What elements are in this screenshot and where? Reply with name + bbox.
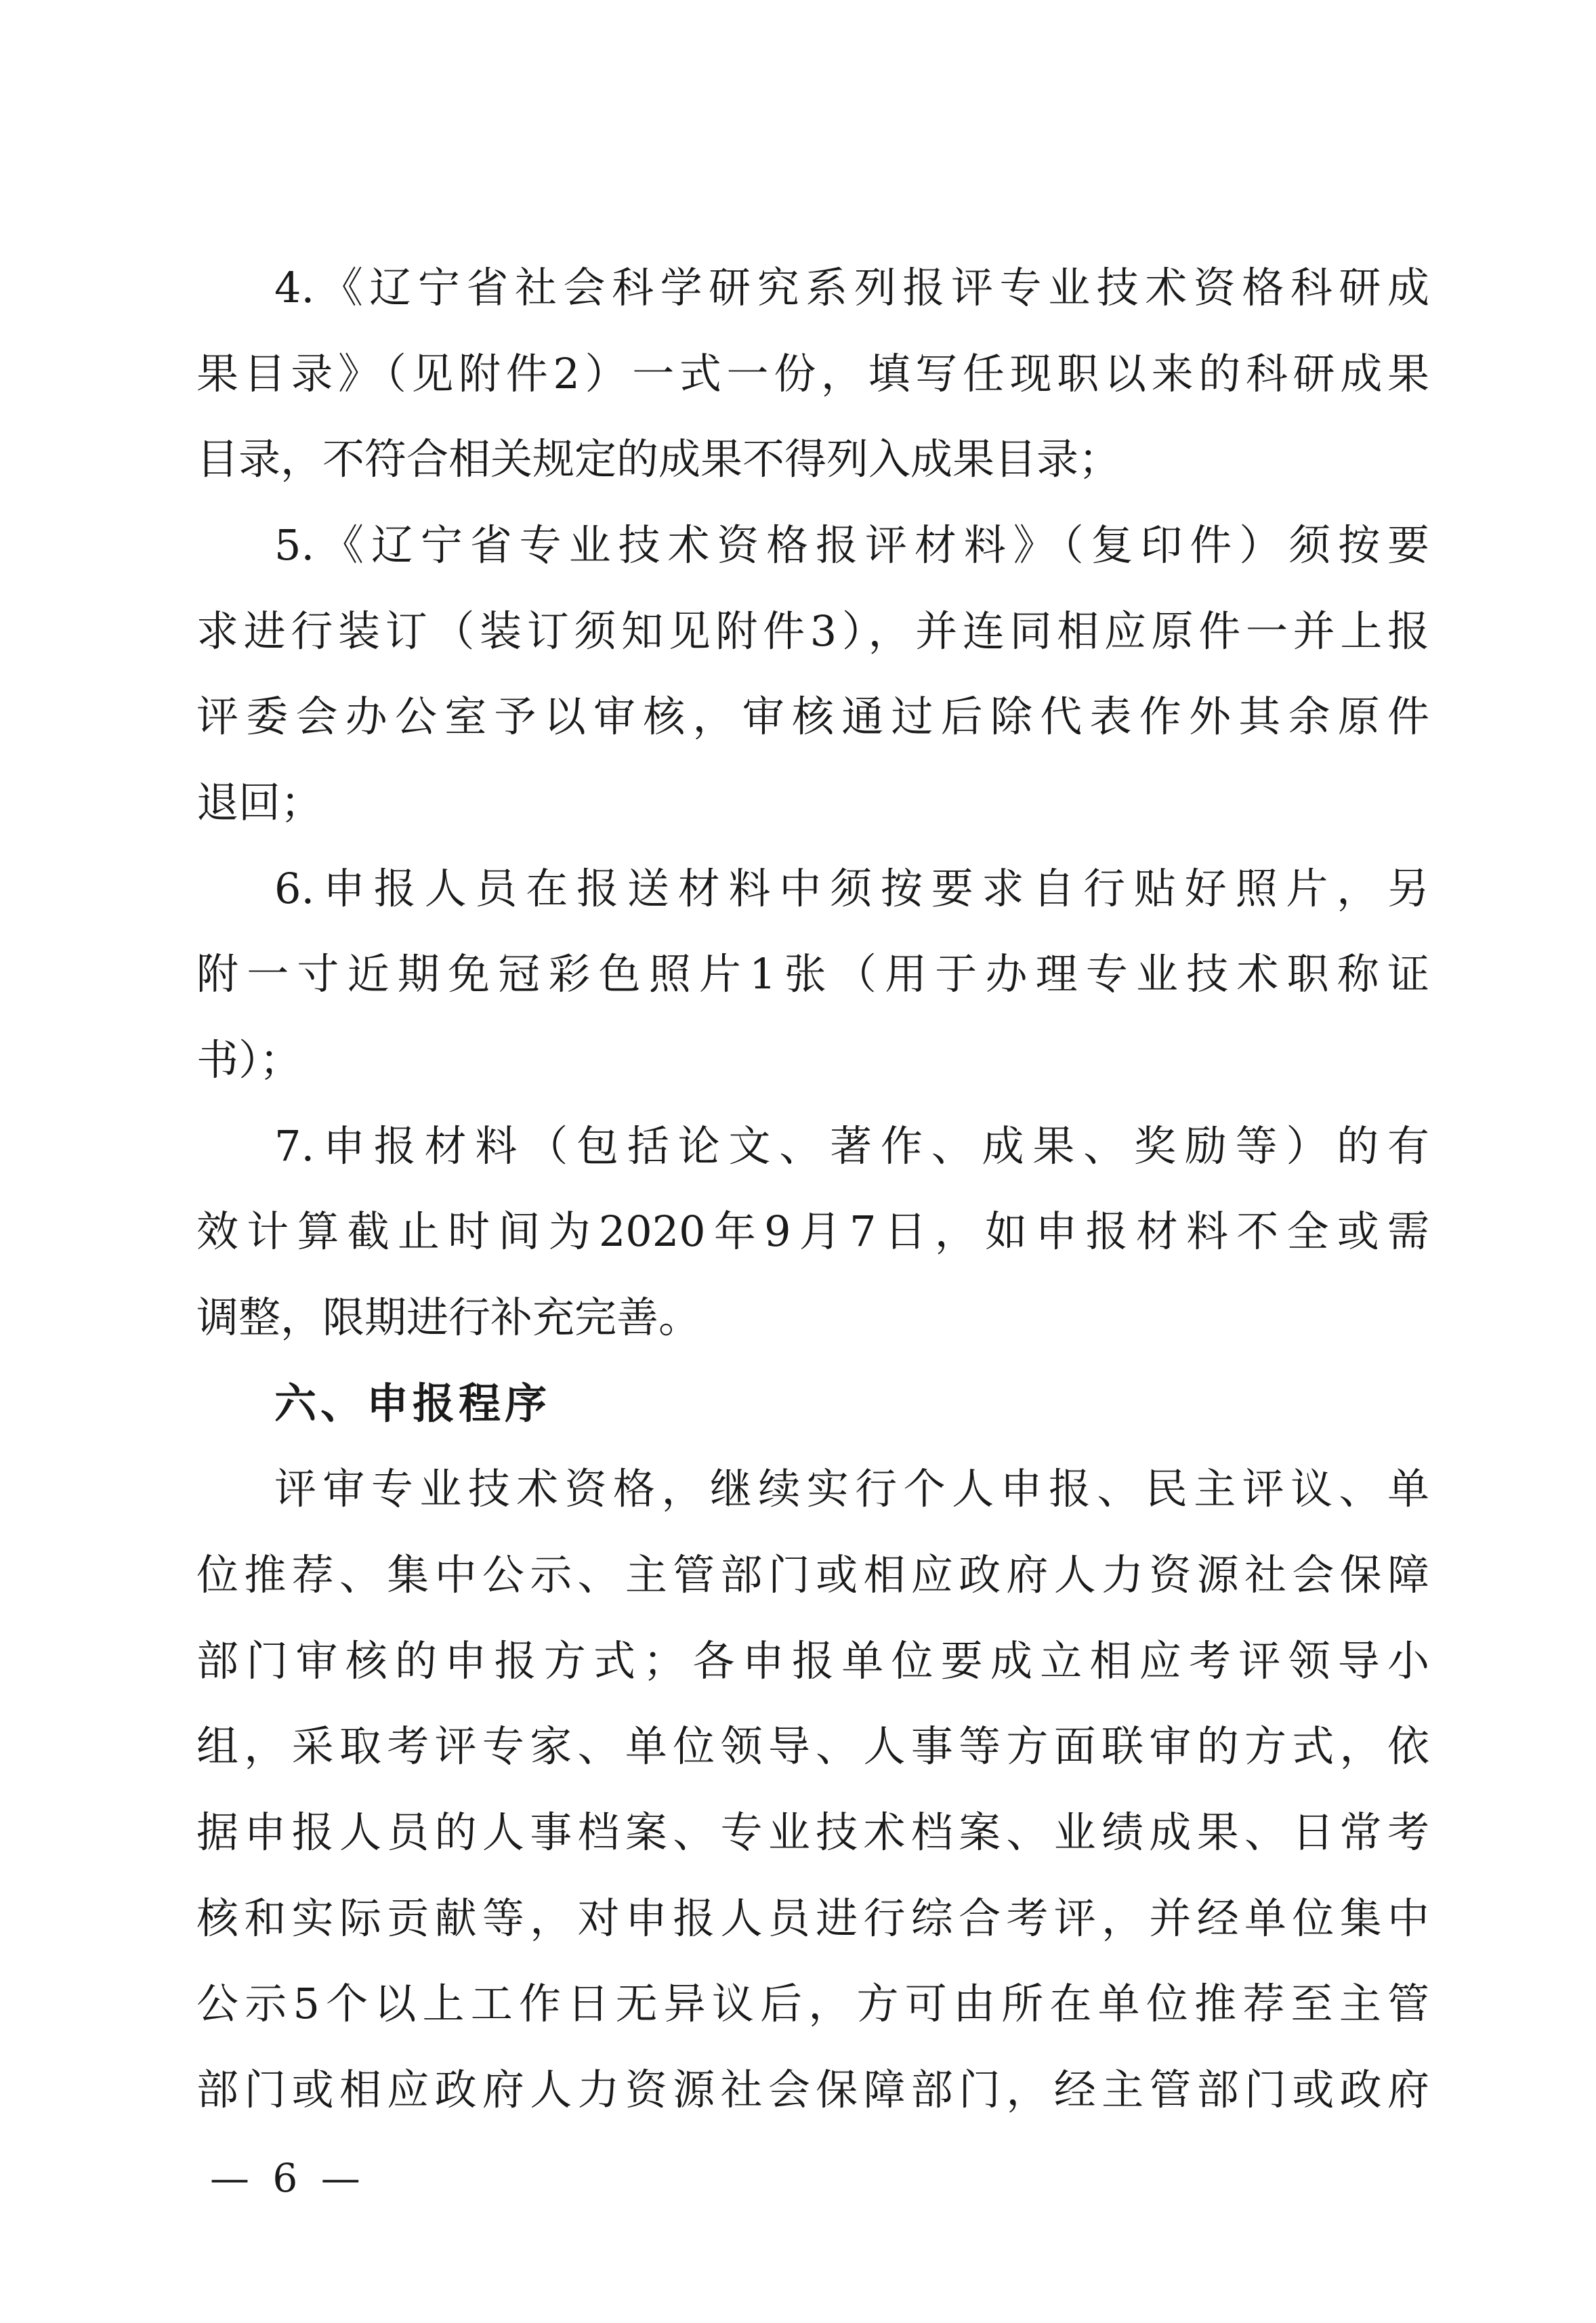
paragraph-5-line-3: 评委会办公室予以审核，审核通过后除代表作外其余原件: [196, 692, 1429, 741]
paragraph-6-line-1: 6.申报人员在报送材料中须按要求自行贴好照片，另: [274, 864, 1429, 913]
paragraph-4-line-2: 果目录》（见附件2）一式一份，填写任现职以来的科研成果: [196, 349, 1429, 398]
paragraph-5-line-2: 求进行装订（装订须知见附件3），并连同相应原件一并上报: [196, 606, 1429, 656]
procedure-line-6: 核和实际贡献等，对申报人员进行综合考评，并经单位集中: [196, 1893, 1429, 1943]
paragraph-5-line-4: 退回；: [196, 778, 323, 827]
procedure-line-1: 评审专业技术资格，继续实行个人申报、民主评议、单: [274, 1464, 1429, 1513]
procedure-line-8: 部门或相应政府人力资源社会保障部门，经主管部门或政府: [196, 2065, 1429, 2114]
paragraph-7-line-1: 7.申报材料（包括论文、著作、成果、奖励等）的有: [274, 1121, 1429, 1171]
paragraph-7-line-2: 效计算截止时间为2020年9月7日，如申报材料不全或需: [196, 1207, 1429, 1256]
paragraph-4-line-3: 目录，不符合相关规定的成果不得列入成果目录；: [196, 434, 1121, 484]
procedure-line-4: 组，采取考评专家、单位领导、人事等方面联审的方式，依: [196, 1721, 1429, 1771]
paragraph-5-line-1: 5.《辽宁省专业技术资格报评材料》（复印件）须按要: [274, 520, 1429, 570]
procedure-line-2: 位推荐、集中公示、主管部门或相应政府人力资源社会保障: [196, 1550, 1429, 1599]
procedure-line-5: 据申报人员的人事档案、专业技术档案、业绩成果、日常考: [196, 1807, 1429, 1857]
procedure-line-7: 公示5个以上工作日无异议后，方可由所在单位推荐至主管: [196, 1979, 1429, 2028]
paragraph-6-line-3: 书）；: [196, 1035, 302, 1085]
paragraph-6-line-2: 附一寸近期免冠彩色照片1张（用于办理专业技术职称证: [196, 949, 1429, 999]
procedure-line-3: 部门审核的申报方式；各申报单位要成立相应考评领导小: [196, 1636, 1429, 1686]
section-heading-application-procedure: 六、申报程序: [274, 1379, 551, 1428]
page-number: — 6 —: [210, 2155, 366, 2201]
paragraph-7-line-3: 调整，限期进行补充完善。: [196, 1293, 701, 1342]
paragraph-4-line-1: 4.《辽宁省社会科学研究系列报评专业技术资格科研成: [274, 263, 1429, 312]
